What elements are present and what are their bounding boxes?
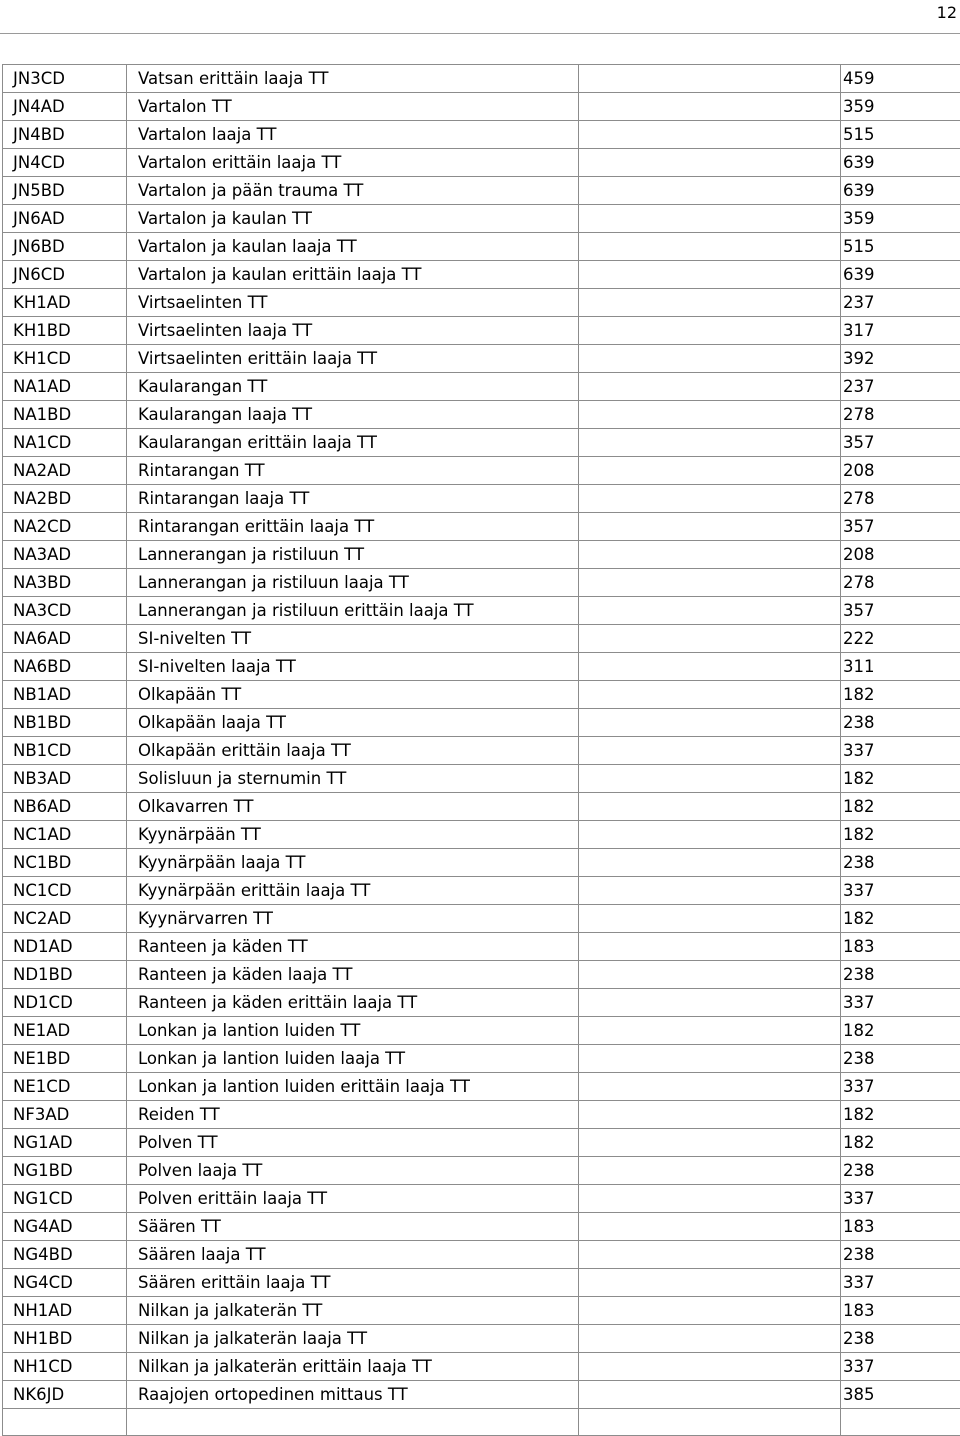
- procedure-description-cell: SI-nivelten laaja TT: [127, 653, 579, 681]
- empty-cell: [579, 1241, 841, 1269]
- procedure-description-cell: Polven TT: [127, 1129, 579, 1157]
- procedure-price-cell: 639: [841, 177, 960, 205]
- empty-cell: [579, 709, 841, 737]
- procedure-description-cell: Olkapään TT: [127, 681, 579, 709]
- procedure-description-cell: Nilkan ja jalkaterän erittäin laaja TT: [127, 1353, 579, 1381]
- table-row: [3, 849, 960, 877]
- empty-cell: [579, 905, 841, 933]
- procedure-price-cell: 183: [841, 933, 960, 961]
- empty-cell: [579, 1157, 841, 1185]
- procedure-price-cell: 182: [841, 793, 960, 821]
- table-row: [3, 765, 960, 793]
- procedure-description-cell: Lannerangan ja ristiluun laaja TT: [127, 569, 579, 597]
- procedure-description-cell: Rintarangan laaja TT: [127, 485, 579, 513]
- empty-cell: [579, 597, 841, 625]
- procedure-price-cell: 337: [841, 1073, 960, 1101]
- procedure-description-cell: Vartalon erittäin laaja TT: [127, 149, 579, 177]
- procedure-description-cell: Ranteen ja käden erittäin laaja TT: [127, 989, 579, 1017]
- procedure-price-cell: 639: [841, 261, 960, 289]
- table-row: [3, 317, 960, 345]
- empty-cell: [579, 1017, 841, 1045]
- procedure-code-cell: KH1AD: [3, 289, 127, 317]
- table-row: [3, 93, 960, 121]
- procedure-code-cell: NC1AD: [3, 821, 127, 849]
- table-row: [3, 373, 960, 401]
- procedure-code-cell: NG1AD: [3, 1129, 127, 1157]
- procedure-description-cell: Vartalon ja kaulan erittäin laaja TT: [127, 261, 579, 289]
- empty-cell: [579, 513, 841, 541]
- table-row: [3, 793, 960, 821]
- table-row: [3, 1353, 960, 1381]
- procedure-price-cell: 337: [841, 737, 960, 765]
- procedure-price-cell: 182: [841, 1129, 960, 1157]
- table-row: [3, 1297, 960, 1325]
- table-row: [3, 1073, 960, 1101]
- procedure-code-cell: NB1CD: [3, 737, 127, 765]
- procedure-description-cell: Kaularangan erittäin laaja TT: [127, 429, 579, 457]
- empty-cell: [3, 1409, 127, 1436]
- empty-cell: [579, 1185, 841, 1213]
- empty-cell: [579, 681, 841, 709]
- procedure-description-cell: Säären TT: [127, 1213, 579, 1241]
- procedure-code-cell: NC1CD: [3, 877, 127, 905]
- procedure-code-cell: NB1BD: [3, 709, 127, 737]
- empty-cell: [579, 849, 841, 877]
- table-row: [3, 1241, 960, 1269]
- empty-cell: [579, 485, 841, 513]
- procedure-description-cell: Raajojen ortopedinen mittaus TT: [127, 1381, 579, 1409]
- procedure-code-cell: NG1BD: [3, 1157, 127, 1185]
- empty-cell: [579, 1409, 841, 1436]
- procedure-price-cell: 182: [841, 821, 960, 849]
- procedure-code-cell: JN6CD: [3, 261, 127, 289]
- procedure-code-cell: ND1BD: [3, 961, 127, 989]
- procedure-description-cell: Vatsan erittäin laaja TT: [127, 65, 579, 93]
- procedure-price-cell: 238: [841, 1241, 960, 1269]
- procedure-price-cell: 515: [841, 233, 960, 261]
- procedure-code-cell: NE1AD: [3, 1017, 127, 1045]
- empty-cell: [579, 261, 841, 289]
- procedure-price-cell: 459: [841, 65, 960, 93]
- procedure-code-cell: NA6AD: [3, 625, 127, 653]
- procedure-code-cell: NA1CD: [3, 429, 127, 457]
- table-row: [3, 877, 960, 905]
- page-number: 12: [917, 2, 957, 24]
- empty-cell: [579, 93, 841, 121]
- procedure-price-cell: 182: [841, 1017, 960, 1045]
- procedure-code-cell: ND1AD: [3, 933, 127, 961]
- procedure-price-cell: 359: [841, 93, 960, 121]
- table-row: [3, 1017, 960, 1045]
- procedure-price-cell: 237: [841, 289, 960, 317]
- procedure-description-cell: Polven erittäin laaja TT: [127, 1185, 579, 1213]
- empty-cell: [579, 625, 841, 653]
- procedure-description-cell: Lannerangan ja ristiluun erittäin laaja TT: [127, 597, 579, 625]
- empty-cell: [579, 989, 841, 1017]
- price-table-body: [3, 65, 960, 1436]
- procedure-description-cell: Kaularangan laaja TT: [127, 401, 579, 429]
- procedure-code-cell: NA3AD: [3, 541, 127, 569]
- procedure-description-cell: Olkapään laaja TT: [127, 709, 579, 737]
- procedure-code-cell: NE1CD: [3, 1073, 127, 1101]
- procedure-code-cell: NG4BD: [3, 1241, 127, 1269]
- table-row: [3, 261, 960, 289]
- table-row: [3, 933, 960, 961]
- empty-cell: [579, 933, 841, 961]
- procedure-code-cell: NA3BD: [3, 569, 127, 597]
- empty-cell: [579, 1325, 841, 1353]
- procedure-price-cell: 357: [841, 429, 960, 457]
- price-table: [2, 64, 960, 1436]
- procedure-description-cell: Lonkan ja lantion luiden laaja TT: [127, 1045, 579, 1073]
- table-row: [3, 65, 960, 93]
- procedure-price-cell: 311: [841, 653, 960, 681]
- empty-cell: [579, 1269, 841, 1297]
- table-row: [3, 961, 960, 989]
- empty-cell: [579, 65, 841, 93]
- empty-cell: [579, 121, 841, 149]
- procedure-price-cell: 278: [841, 569, 960, 597]
- procedure-code-cell: NA1AD: [3, 373, 127, 401]
- table-row: [3, 541, 960, 569]
- procedure-description-cell: Polven laaja TT: [127, 1157, 579, 1185]
- procedure-price-cell: 357: [841, 597, 960, 625]
- procedure-code-cell: JN6BD: [3, 233, 127, 261]
- table-row: [3, 1269, 960, 1297]
- procedure-description-cell: Säären erittäin laaja TT: [127, 1269, 579, 1297]
- procedure-price-cell: 639: [841, 149, 960, 177]
- table-row: [3, 905, 960, 933]
- empty-cell: [579, 961, 841, 989]
- procedure-code-cell: NG1CD: [3, 1185, 127, 1213]
- procedure-price-cell: 182: [841, 1101, 960, 1129]
- empty-cell: [579, 177, 841, 205]
- empty-cell: [579, 289, 841, 317]
- procedure-description-cell: Olkavarren TT: [127, 793, 579, 821]
- procedure-code-cell: NB1AD: [3, 681, 127, 709]
- procedure-description-cell: Vartalon ja kaulan TT: [127, 205, 579, 233]
- procedure-code-cell: JN5BD: [3, 177, 127, 205]
- procedure-price-cell: 392: [841, 345, 960, 373]
- procedure-code-cell: NA2AD: [3, 457, 127, 485]
- table-row: [3, 989, 960, 1017]
- procedure-code-cell: KH1BD: [3, 317, 127, 345]
- table-row: [3, 597, 960, 625]
- empty-cell: [579, 1101, 841, 1129]
- procedure-price-cell: 238: [841, 1157, 960, 1185]
- table-row: [3, 821, 960, 849]
- table-row: [3, 121, 960, 149]
- procedure-code-cell: NA1BD: [3, 401, 127, 429]
- procedure-description-cell: Vartalon ja kaulan laaja TT: [127, 233, 579, 261]
- procedure-price-cell: 238: [841, 961, 960, 989]
- procedure-code-cell: JN6AD: [3, 205, 127, 233]
- table-row: [3, 1381, 960, 1409]
- procedure-description-cell: Reiden TT: [127, 1101, 579, 1129]
- procedure-code-cell: JN4CD: [3, 149, 127, 177]
- table-row: [3, 1157, 960, 1185]
- procedure-price-cell: 208: [841, 541, 960, 569]
- procedure-price-cell: 238: [841, 849, 960, 877]
- procedure-price-cell: 238: [841, 1045, 960, 1073]
- procedure-description-cell: Virtsaelinten erittäin laaja TT: [127, 345, 579, 373]
- table-row: [3, 569, 960, 597]
- procedure-price-cell: 238: [841, 1325, 960, 1353]
- procedure-price-cell: 317: [841, 317, 960, 345]
- procedure-description-cell: Ranteen ja käden laaja TT: [127, 961, 579, 989]
- procedure-description-cell: Lonkan ja lantion luiden erittäin laaja TT: [127, 1073, 579, 1101]
- procedure-price-cell: 337: [841, 1353, 960, 1381]
- procedure-price-cell: 182: [841, 681, 960, 709]
- empty-cell: [579, 149, 841, 177]
- procedure-price-cell: 515: [841, 121, 960, 149]
- procedure-code-cell: NC1BD: [3, 849, 127, 877]
- procedure-description-cell: Vartalon ja pään trauma TT: [127, 177, 579, 205]
- procedure-price-cell: 337: [841, 989, 960, 1017]
- empty-cell: [579, 821, 841, 849]
- empty-cell: [579, 401, 841, 429]
- procedure-code-cell: NH1AD: [3, 1297, 127, 1325]
- procedure-description-cell: Kyynärvarren TT: [127, 905, 579, 933]
- empty-cell: [579, 1297, 841, 1325]
- empty-cell: [579, 429, 841, 457]
- procedure-description-cell: Virtsaelinten TT: [127, 289, 579, 317]
- table-row: [3, 681, 960, 709]
- procedure-price-cell: 278: [841, 401, 960, 429]
- procedure-price-cell: 222: [841, 625, 960, 653]
- table-row: [3, 485, 960, 513]
- empty-cell: [579, 541, 841, 569]
- empty-cell: [127, 1409, 579, 1436]
- procedure-code-cell: NE1BD: [3, 1045, 127, 1073]
- empty-cell: [579, 793, 841, 821]
- empty-cell: [579, 1353, 841, 1381]
- procedure-code-cell: JN4AD: [3, 93, 127, 121]
- table-row: [3, 1045, 960, 1073]
- procedure-description-cell: Rintarangan TT: [127, 457, 579, 485]
- procedure-code-cell: NG4AD: [3, 1213, 127, 1241]
- procedure-price-cell: 238: [841, 709, 960, 737]
- empty-cell: [579, 765, 841, 793]
- procedure-code-cell: NH1BD: [3, 1325, 127, 1353]
- procedure-description-cell: Vartalon TT: [127, 93, 579, 121]
- procedure-description-cell: Virtsaelinten laaja TT: [127, 317, 579, 345]
- empty-cell: [579, 569, 841, 597]
- empty-cell: [579, 373, 841, 401]
- procedure-code-cell: NA2CD: [3, 513, 127, 541]
- procedure-description-cell: Kyynärpään erittäin laaja TT: [127, 877, 579, 905]
- procedure-price-cell: 337: [841, 1185, 960, 1213]
- empty-cell: [579, 877, 841, 905]
- procedure-code-cell: NA3CD: [3, 597, 127, 625]
- procedure-price-cell: 337: [841, 1269, 960, 1297]
- empty-cell: [579, 233, 841, 261]
- procedure-price-cell: 278: [841, 485, 960, 513]
- empty-cell: [579, 1213, 841, 1241]
- procedure-price-cell: 237: [841, 373, 960, 401]
- empty-cell: [579, 1129, 841, 1157]
- empty-table-row: [3, 1409, 960, 1436]
- procedure-description-cell: Lannerangan ja ristiluun TT: [127, 541, 579, 569]
- procedure-price-cell: 182: [841, 765, 960, 793]
- procedure-description-cell: Lonkan ja lantion luiden TT: [127, 1017, 579, 1045]
- procedure-description-cell: Rintarangan erittäin laaja TT: [127, 513, 579, 541]
- procedure-description-cell: Nilkan ja jalkaterän TT: [127, 1297, 579, 1325]
- empty-cell: [579, 737, 841, 765]
- table-row: [3, 233, 960, 261]
- procedure-code-cell: KH1CD: [3, 345, 127, 373]
- procedure-price-cell: 208: [841, 457, 960, 485]
- procedure-price-cell: 182: [841, 905, 960, 933]
- empty-cell: [579, 1073, 841, 1101]
- table-row: [3, 177, 960, 205]
- empty-cell: [579, 205, 841, 233]
- empty-cell: [579, 653, 841, 681]
- table-row: [3, 345, 960, 373]
- table-row: [3, 1101, 960, 1129]
- table-row: [3, 513, 960, 541]
- procedure-code-cell: NH1CD: [3, 1353, 127, 1381]
- procedure-code-cell: NC2AD: [3, 905, 127, 933]
- procedure-code-cell: NA2BD: [3, 485, 127, 513]
- procedure-code-cell: JN3CD: [3, 65, 127, 93]
- procedure-description-cell: Kyynärpään laaja TT: [127, 849, 579, 877]
- procedure-price-cell: 183: [841, 1297, 960, 1325]
- table-row: [3, 625, 960, 653]
- procedure-code-cell: NK6JD: [3, 1381, 127, 1409]
- procedure-description-cell: Säären laaja TT: [127, 1241, 579, 1269]
- table-row: [3, 709, 960, 737]
- procedure-price-cell: 385: [841, 1381, 960, 1409]
- table-row: [3, 429, 960, 457]
- procedure-description-cell: Vartalon laaja TT: [127, 121, 579, 149]
- procedure-code-cell: NB6AD: [3, 793, 127, 821]
- procedure-description-cell: Nilkan ja jalkaterän laaja TT: [127, 1325, 579, 1353]
- table-row: [3, 457, 960, 485]
- procedure-description-cell: Olkapään erittäin laaja TT: [127, 737, 579, 765]
- procedure-price-cell: 183: [841, 1213, 960, 1241]
- table-row: [3, 149, 960, 177]
- procedure-code-cell: NG4CD: [3, 1269, 127, 1297]
- procedure-code-cell: NF3AD: [3, 1101, 127, 1129]
- table-row: [3, 737, 960, 765]
- empty-cell: [579, 457, 841, 485]
- empty-cell: [579, 1381, 841, 1409]
- procedure-price-cell: 337: [841, 877, 960, 905]
- table-row: [3, 1185, 960, 1213]
- empty-cell: [579, 345, 841, 373]
- table-row: [3, 653, 960, 681]
- procedure-price-cell: 359: [841, 205, 960, 233]
- procedure-description-cell: Kyynärpään TT: [127, 821, 579, 849]
- table-row: [3, 401, 960, 429]
- header-rule: [0, 33, 960, 34]
- table-row: [3, 1129, 960, 1157]
- table-row: [3, 289, 960, 317]
- procedure-code-cell: JN4BD: [3, 121, 127, 149]
- empty-cell: [579, 317, 841, 345]
- procedure-code-cell: ND1CD: [3, 989, 127, 1017]
- procedure-description-cell: Kaularangan TT: [127, 373, 579, 401]
- table-row: [3, 205, 960, 233]
- empty-cell: [579, 1045, 841, 1073]
- procedure-code-cell: NA6BD: [3, 653, 127, 681]
- procedure-price-cell: 357: [841, 513, 960, 541]
- procedure-description-cell: SI-nivelten TT: [127, 625, 579, 653]
- procedure-code-cell: NB3AD: [3, 765, 127, 793]
- procedure-description-cell: Ranteen ja käden TT: [127, 933, 579, 961]
- procedure-description-cell: Solisluun ja sternumin TT: [127, 765, 579, 793]
- empty-cell: [841, 1409, 960, 1436]
- table-row: [3, 1325, 960, 1353]
- table-row: [3, 1213, 960, 1241]
